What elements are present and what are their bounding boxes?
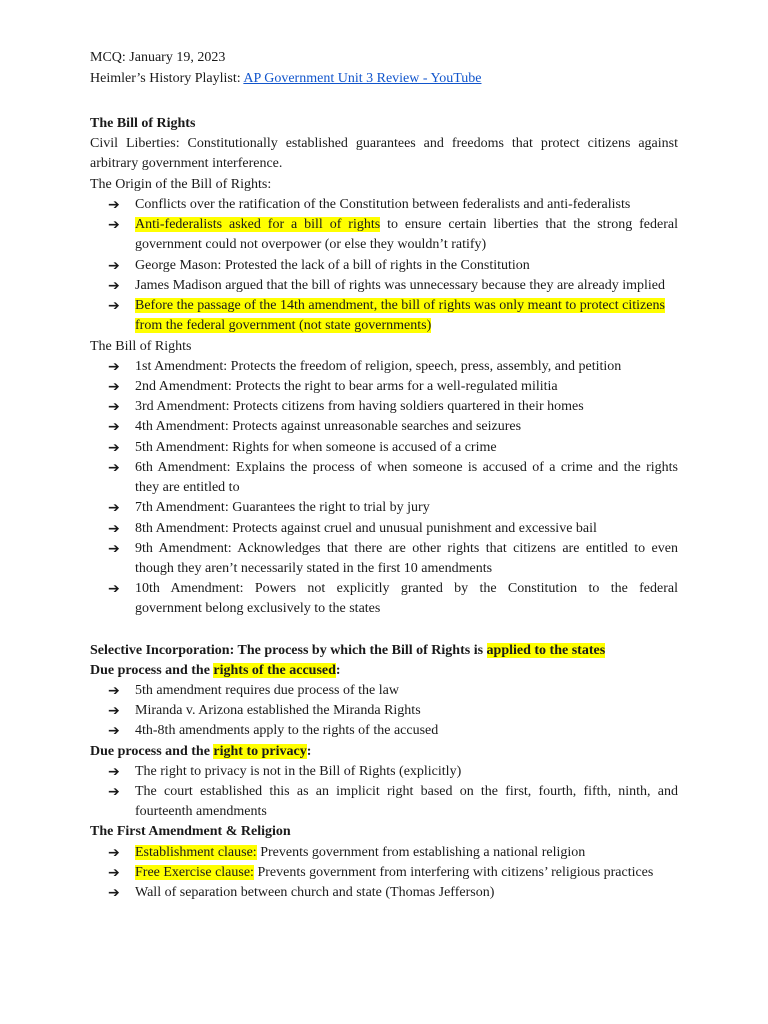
subheading: The Origin of the Bill of Rights:	[90, 177, 272, 192]
amendment-item: ➔ 4th Amendment: Protects against unreasonable searches and seizures	[108, 419, 522, 435]
highlighted-text: from the federal government (not state governments)	[135, 318, 432, 333]
playlist-link[interactable]: AP Government Unit 3 Review - YouTube	[243, 71, 482, 86]
arrow-right-icon: ➔	[108, 521, 120, 537]
highlighted-text: rights of the accused	[213, 663, 336, 678]
list-item: ➔ Establishment clause: Prevents government from establishing a national religion	[108, 845, 586, 861]
arrow-right-icon: ➔	[108, 217, 120, 233]
arrow-right-icon: ➔	[108, 419, 120, 435]
arrow-right-icon: ➔	[108, 764, 120, 780]
arrow-right-icon: ➔	[108, 440, 120, 456]
section-heading: Selective Incorporation: The process by which the Bill of Rights is applied to the states	[90, 643, 606, 658]
list-item: ➔ George Mason: Protested the lack of a bill of rights in the Constitution	[108, 258, 530, 274]
definition-line: arbitrary government interference.	[90, 156, 283, 171]
list-item: ➔ James Madison argued that the bill of rights was unnecessary because they are already implied	[108, 278, 666, 294]
playlist-label: Heimler’s History Playlist:	[90, 71, 244, 86]
mcq-date: MCQ: January 19, 2023	[90, 50, 226, 65]
highlighted-text: Free Exercise clause:	[135, 865, 254, 880]
playlist-line	[90, 69, 678, 89]
arrow-right-icon: ➔	[108, 845, 120, 861]
amendment-item: ➔ 6th Amendment: Explains the process of when someone is accused of a crime and the rights they are entitled to	[108, 460, 678, 495]
subheading: Due process and the right to privacy:	[90, 744, 312, 759]
list-item: ➔ Free Exercise clause: Prevents government from interfering with citizens’ religious practices	[108, 865, 654, 881]
highlighted-text: Anti-federalists asked for a bill of rights	[135, 217, 381, 232]
arrow-right-icon: ➔	[108, 399, 120, 415]
arrow-right-icon: ➔	[108, 703, 120, 719]
arrow-right-icon: ➔	[108, 784, 120, 800]
arrow-right-icon: ➔	[108, 865, 120, 881]
arrow-right-icon: ➔	[108, 359, 120, 375]
subheading: The Bill of Rights	[90, 339, 192, 354]
amendment-item: ➔ 5th Amendment: Rights for when someone is accused of a crime	[108, 440, 497, 456]
arrow-right-icon: ➔	[108, 723, 120, 739]
amendment-item: ➔ 3rd Amendment: Protects citizens from having soldiers quartered in their homes	[108, 399, 584, 415]
definition-line: Civil Liberties: Constitutionally established guarantees and freedoms that protect citizens against	[90, 136, 678, 151]
highlighted-text: applied to the states	[486, 643, 606, 658]
arrow-right-icon: ➔	[108, 379, 120, 395]
amendment-item: ➔ 1st Amendment: Protects the freedom of religion, speech, press, assembly, and petition	[108, 359, 622, 375]
list-item: ➔ Anti-federalists asked for a bill of rights to ensure certain liberties that the strong federal government could not overpower (or else they wouldn’t ratify)	[108, 217, 678, 252]
arrow-right-icon: ➔	[108, 885, 120, 901]
highlighted-text: Establishment clause:	[135, 845, 257, 860]
highlighted-text: right to privacy	[213, 744, 307, 759]
highlighted-text: Before the passage of the 14th amendment, the bill of rights was only meant to protect citizens	[135, 298, 665, 313]
list-item: ➔ 4th-8th amendments apply to the rights of the accused	[108, 723, 439, 739]
arrow-right-icon: ➔	[108, 500, 120, 516]
arrow-right-icon: ➔	[108, 278, 120, 294]
amendment-item: ➔ 9th Amendment: Acknowledges that there are other rights that citizens are entitled to even though they aren’t necessarily stated in the first 10 amendments	[108, 541, 678, 576]
arrow-right-icon: ➔	[108, 298, 120, 314]
arrow-right-icon: ➔	[108, 460, 120, 476]
list-item: ➔ 5th amendment requires due process of the law	[108, 683, 399, 699]
list-item: ➔ Miranda v. Arizona established the Miranda Rights	[108, 703, 421, 719]
subheading: The First Amendment & Religion	[90, 824, 291, 839]
arrow-right-icon: ➔	[108, 581, 120, 597]
list-item	[108, 296, 678, 336]
section-heading: The Bill of Rights	[90, 116, 196, 131]
amendment-item: ➔ 2nd Amendment: Protects the right to bear arms for a well-regulated militia	[108, 379, 558, 395]
amendment-item: ➔ 10th Amendment: Powers not explicitly granted by the Constitution to the federal government belong exclusively to the states	[108, 581, 678, 616]
arrow-right-icon: ➔	[108, 197, 120, 213]
list-item: ➔ The right to privacy is not in the Bill of Rights (explicitly)	[108, 764, 462, 780]
arrow-right-icon: ➔	[108, 683, 120, 699]
list-item: ➔ Wall of separation between church and state (Thomas Jefferson)	[108, 885, 495, 901]
list-item: ➔ Conflicts over the ratification of the Constitution between federalists and anti-federalists	[108, 197, 631, 213]
amendment-item: ➔ 7th Amendment: Guarantees the right to trial by jury	[108, 500, 430, 516]
amendment-item: ➔ 8th Amendment: Protects against cruel and unusual punishment and excessive bail	[108, 521, 597, 537]
arrow-right-icon: ➔	[108, 541, 120, 557]
arrow-right-icon: ➔	[108, 258, 120, 274]
list-item: ➔ The court established this as an implicit right based on the first, fourth, fifth, ninth, and fourteenth amendments	[108, 784, 678, 819]
subheading: Due process and the rights of the accused:	[90, 663, 341, 678]
